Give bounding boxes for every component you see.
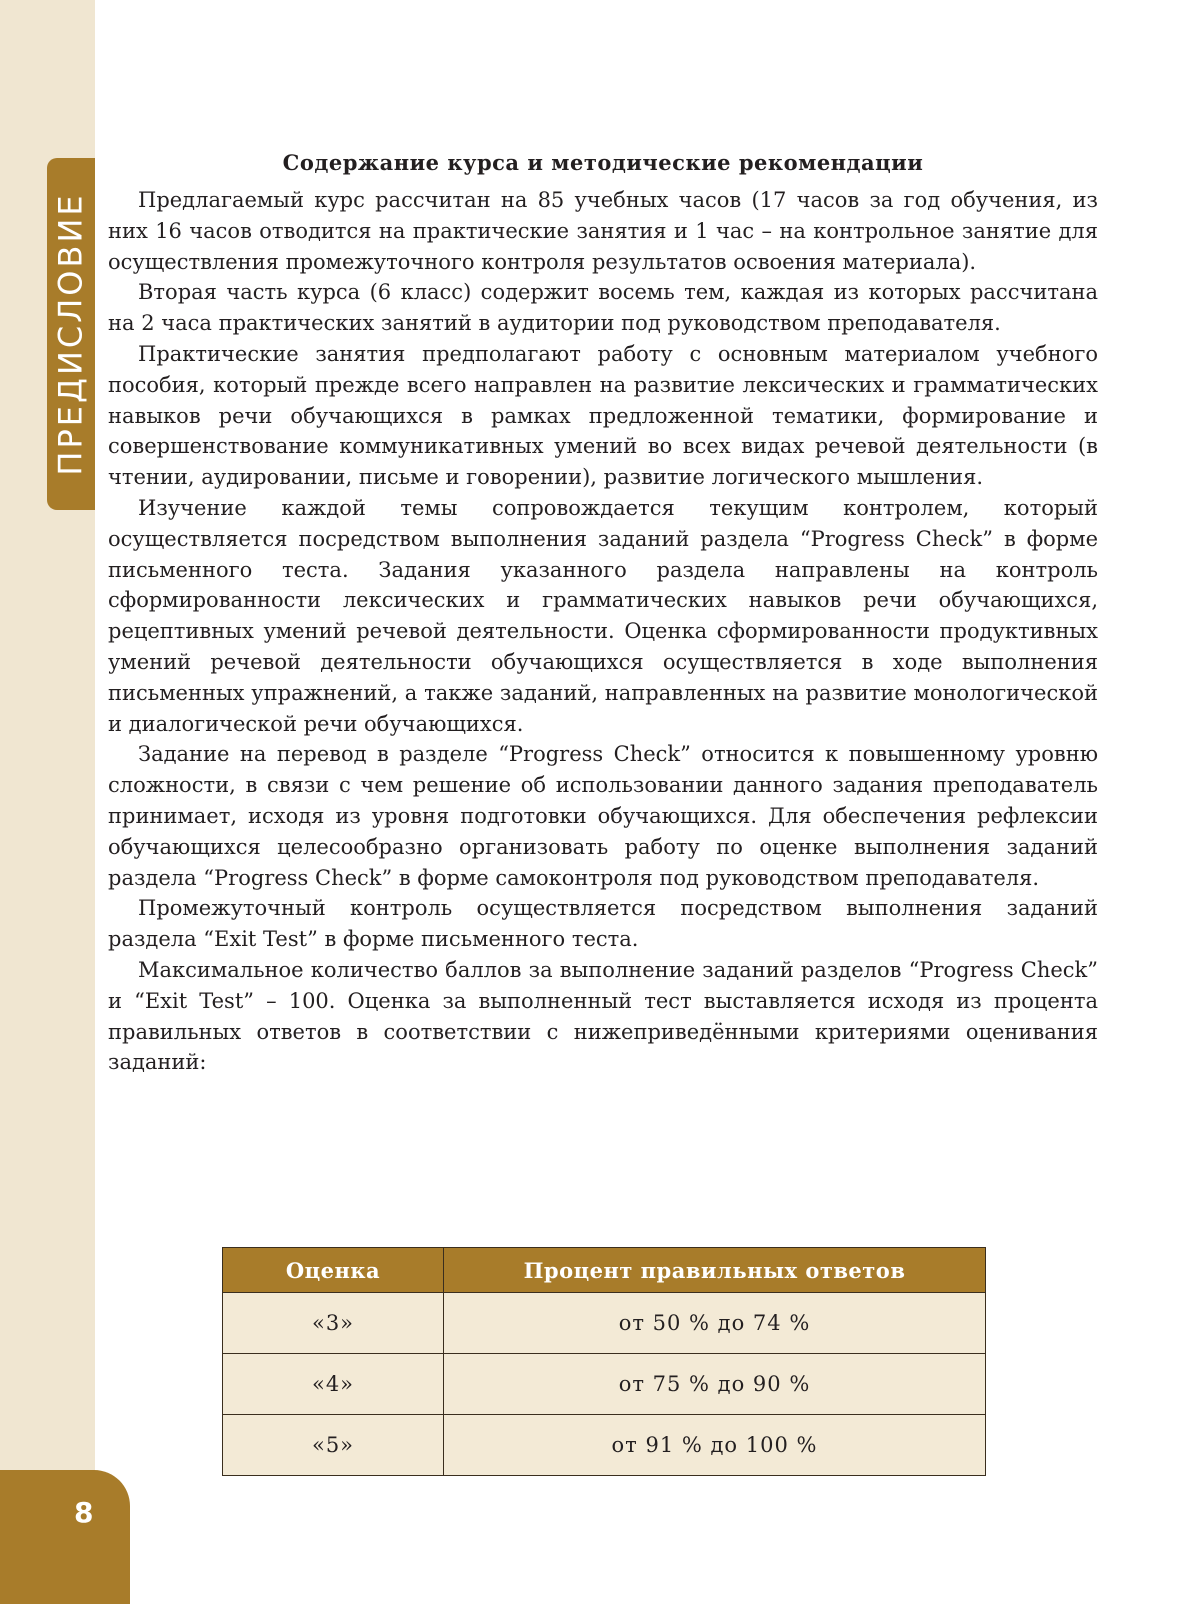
- grade-cell: «4»: [223, 1354, 444, 1415]
- table-row: [223, 1293, 986, 1354]
- header-percent: Процент правильных ответов: [444, 1248, 986, 1293]
- section-heading: Содержание курса и методические рекомендации: [282, 150, 924, 175]
- table-row: [223, 1354, 986, 1415]
- grading-table: [222, 1247, 986, 1476]
- table-row: [223, 1415, 986, 1476]
- paragraph: Практические занятия предполагают работу с основным материалом учебного пособия, который прежде всего направлен на развитие лексических и грамматических навыков речи обучающихся в рамках предложенной тематики, формирование и совершенствование коммуникативных умений во всех видах речевой деятельности (в чтении, аудировании, письме и говорении), развитие логического мышления.: [108, 341, 1098, 490]
- paragraph: Изучение каждой темы сопровождается текущим контролем, который осуществляется посредством выполнения заданий раздела “Progress Check” в форме письменного теста. Задания указанного раздела направлены на контроль сформированности лексических и грамматических навыков речи обучающихся, рецептивных умений речевой деятельности. Оценка сформированности продуктивных умений речевой деятельности обучающихся осуществляется в ходе выполнения письменных упражнений, а также заданий, направленных на развитие монологической и диалогической речи обучающихся.: [108, 495, 1098, 736]
- paragraph: Вторая часть курса (6 класс) содержит восемь тем, каждая из которых рассчитана на 2 часа практических занятий в аудитории под руководством преподавателя.: [108, 280, 1098, 336]
- table-header-row: [223, 1248, 986, 1293]
- paragraph: Задание на перевод в разделе “Progress Check” относится к повышенному уровню сложности, в связи с чем решение об использовании данного задания преподаватель принимает, исходя из уровня подготовки обучающихся. Для обеспечения рефлексии обучающихся целесообразно организовать работу по оценке выполнения заданий раздела “Progress Check” в форме самоконтроля под руководством преподавателя.: [108, 742, 1098, 890]
- grade-cell: «3»: [223, 1293, 444, 1354]
- grade-cell: «5»: [223, 1415, 444, 1476]
- percent-cell: от 50 % до 74 %: [444, 1293, 986, 1354]
- page-number-badge: [0, 1470, 130, 1604]
- paragraph: Промежуточный контроль осуществляется посредством выполнения заданий раздела “Exit Test” в форме письменного теста.: [108, 896, 1098, 952]
- section-label: ПРЕДИСЛОВИЕ: [52, 192, 90, 476]
- page-number: 8: [74, 1496, 94, 1529]
- header-grade: Оценка: [223, 1248, 444, 1293]
- main-content: [108, 150, 1098, 1078]
- section-tab: [47, 158, 95, 510]
- paragraph: Предлагаемый курс рассчитан на 85 учебных часов (17 часов за год обучения, из них 16 часов отводится на практические занятия и 1 час – на контрольное занятие для осуществления промежуточного контроля результатов освоения материала).: [108, 188, 1098, 274]
- percent-cell: от 75 % до 90 %: [444, 1354, 986, 1415]
- percent-cell: от 91 % до 100 %: [444, 1415, 986, 1476]
- paragraph: Максимальное количество баллов за выполнение заданий разделов “Progress Check” и “Exit Test” – 100. Оценка за выполненный тест выставляется исходя из процента правильных ответов в соответствии с нижеприведёнными критериями оценивания заданий:: [108, 957, 1098, 1075]
